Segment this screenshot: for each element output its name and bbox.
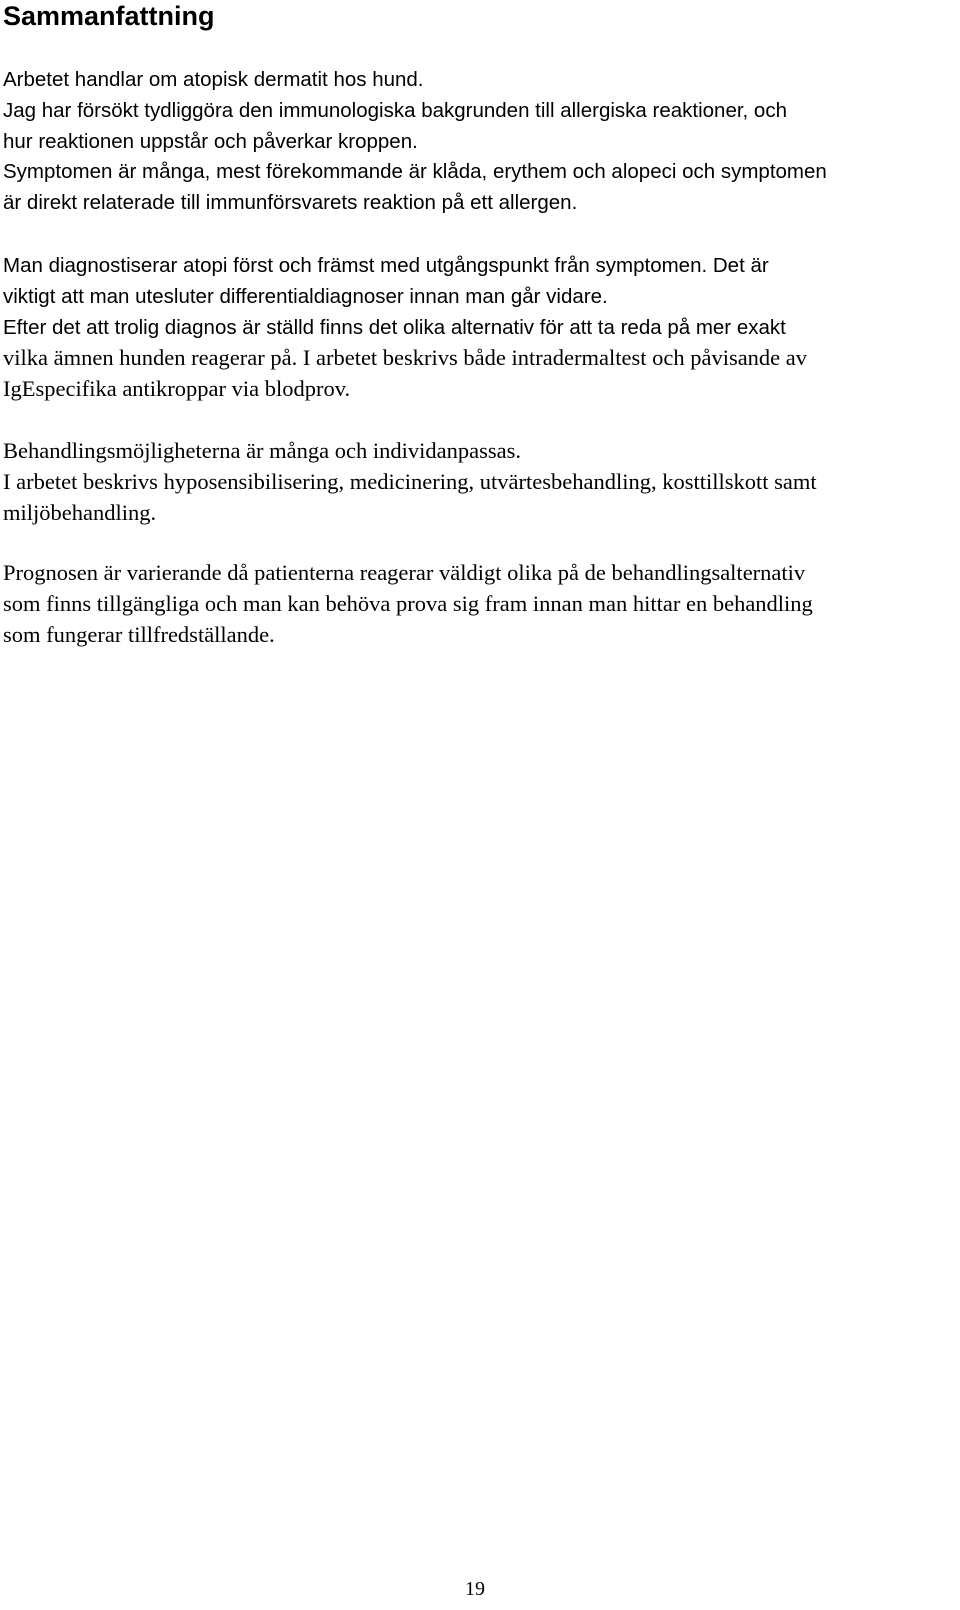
text-line: Behandlingsmöjligheterna är många och individanpassas. (3, 438, 521, 463)
text-line: som fungerar tillfredställande. (3, 621, 275, 647)
paragraph-treatment (3, 436, 953, 528)
page-title: Sammanfattning (3, 1, 215, 31)
text-line: IgEspecifika antikroppar via blodprov. (3, 376, 351, 402)
text-line: är direkt relaterade till immunförsvarets reaktion på ett allergen. (3, 191, 578, 215)
paragraph-introduction (3, 65, 953, 219)
text-line: Man diagnostiserar atopi först och främst med utgångspunkt från symptomen. Det är (3, 254, 769, 277)
text-line: miljöbehandling. (3, 499, 157, 525)
paragraph-diagnosis (3, 251, 953, 405)
text-line: Efter det att trolig diagnos är ställd finns det olika alternativ för att ta reda på mer exakt (3, 315, 786, 339)
page-number: 19 (465, 1578, 485, 1600)
text-line: Arbetet handlar om atopisk dermatit hos hund. (3, 68, 424, 91)
text-line: I arbetet beskrivs hyposensibilisering, medicinering, utvärtesbehandling, kosttillskott samt (3, 468, 817, 494)
text-line: Symptomen är många, mest förekommande är klåda, erythem och alopeci och symptomen (3, 160, 827, 184)
text-line: Jag har försökt tydliggöra den immunologiska bakgrunden till allergiska reaktioner, och (3, 98, 787, 122)
text-line: Prognosen är varierande då patienterna reagerar väldigt olika på de behandlingsalternativ (3, 560, 806, 585)
text-line: viktigt att man utesluter differentialdiagnoser innan man går vidare. (3, 284, 608, 308)
text-line: som finns tillgängliga och man kan behöva prova sig fram innan man hittar en behandling (3, 590, 813, 616)
paragraph-prognosis (3, 558, 953, 650)
text-line: hur reaktionen uppstår och påverkar kroppen. (3, 129, 418, 153)
text-line: vilka ämnen hunden reagerar på. I arbetet beskrivs både intradermaltest och påvisande av (3, 345, 808, 371)
